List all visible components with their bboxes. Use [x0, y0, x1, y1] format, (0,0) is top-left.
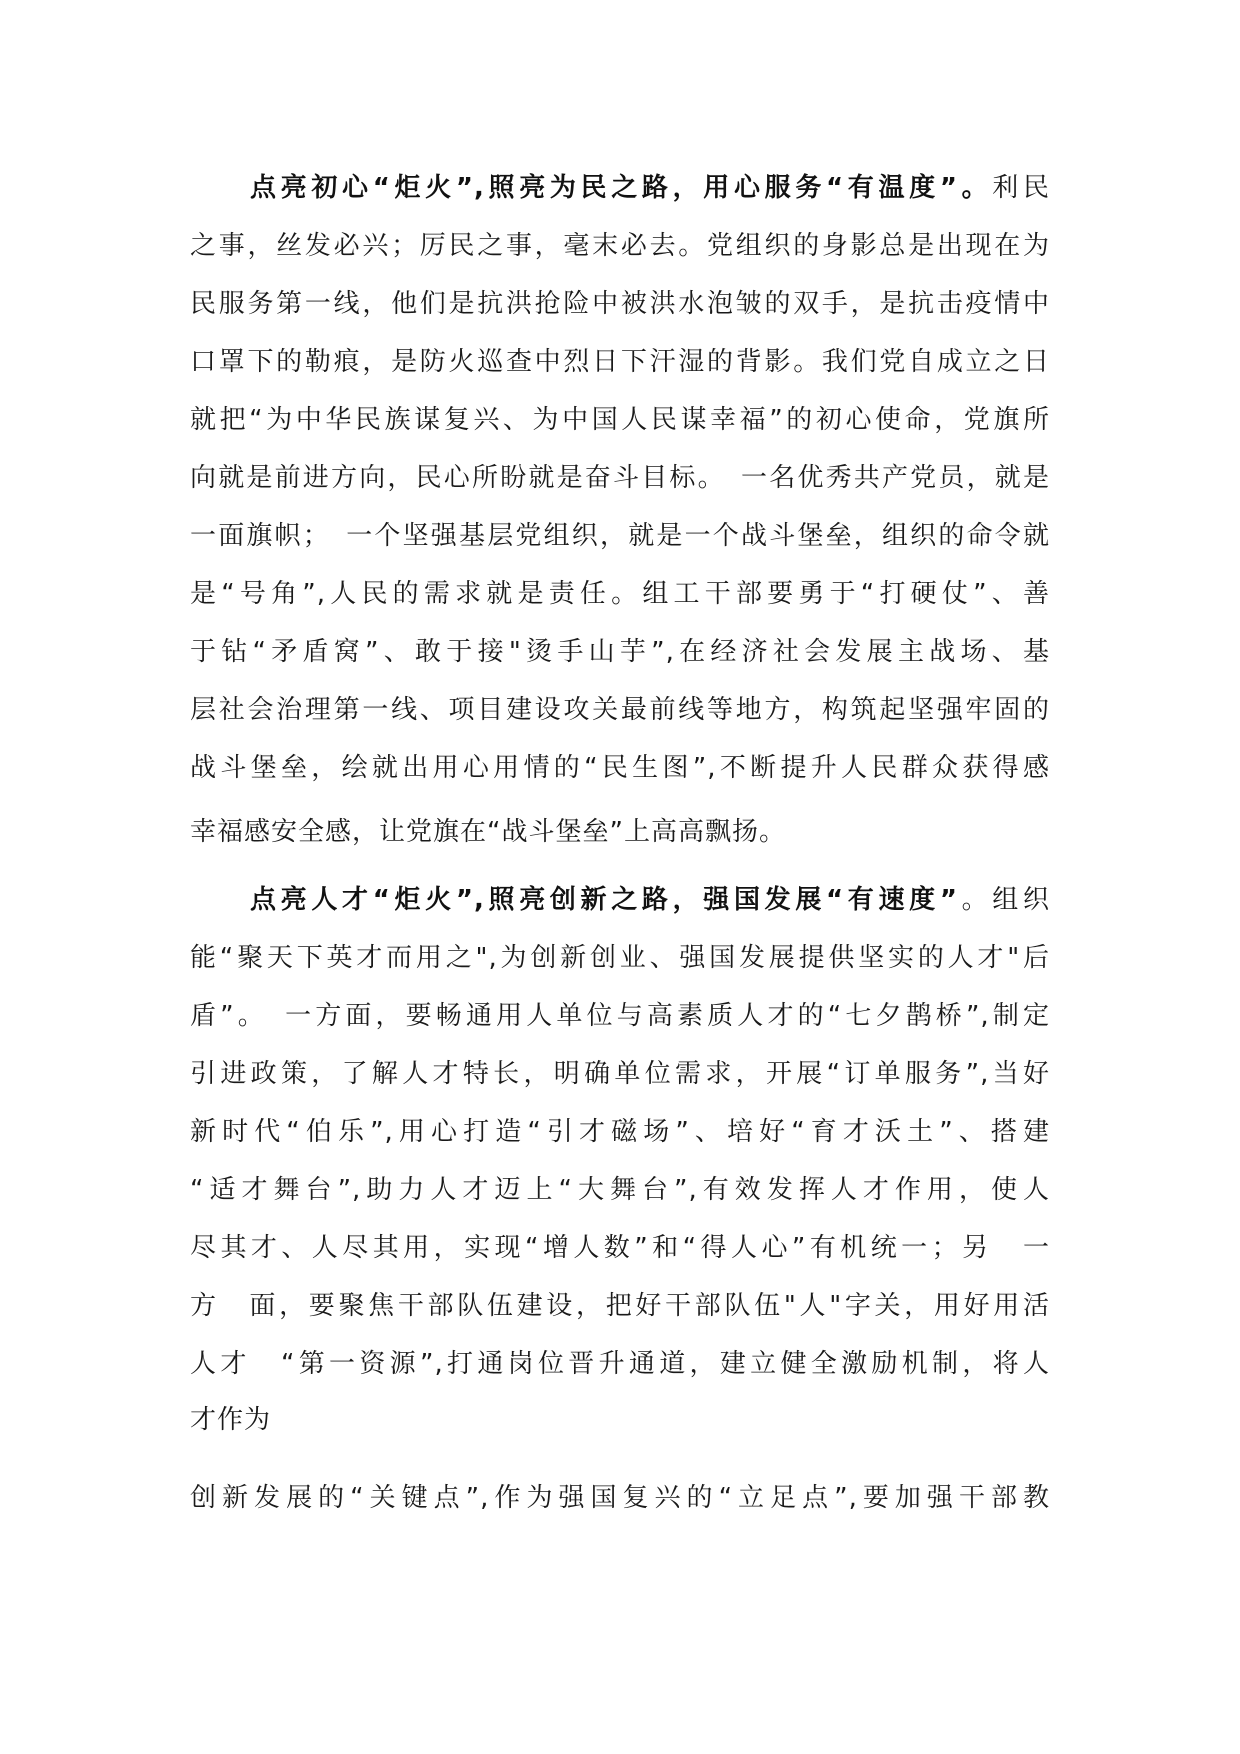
- paragraph-2-line-9: 人才 “第一资源”,打通岗位晋升通道，建立健全激励机制，将人: [190, 1349, 1050, 1379]
- paragraph-1-heading: 点亮初心“炬火”,照亮为民之路，用心服务“有温度”。: [250, 173, 993, 203]
- paragraph-1-line-8: 是“号角”,人民的需求就是责任。组工干部要勇于“打硬仗”、善: [190, 579, 1050, 609]
- paragraph-2-line-4: 引进政策，了解人才特长，明确单位需求，开展“订单服务”,当好: [190, 1059, 1050, 1089]
- paragraph-1-line-5: 就把“为中华民族谋复兴、为中国人民谋幸福”的初心使命，党旗所: [190, 405, 1050, 435]
- paragraph-1-line-2: 之事，丝发必兴；厉民之事，毫末必去。党组织的身影总是出现在为: [190, 231, 1050, 261]
- paragraph-2-line-2: 能“聚天下英才而用之",为创新创业、强国发展提供坚实的人才"后: [190, 943, 1050, 973]
- paragraph-1-line-6: 向就是前进方向，民心所盼就是奋斗目标。 一名优秀共产党员，就是: [190, 463, 1050, 493]
- paragraph-1-line-3: 民服务第一线，他们是抗洪抢险中被洪水泡皱的双手，是抗击疫情中: [190, 289, 1050, 319]
- paragraph-3-line-1: 创新发展的“关键点”,作为强国复兴的“立足点”,要加强干部教: [190, 1483, 1050, 1513]
- paragraph-2-line-5: 新时代“伯乐”,用心打造“引才磁场”、培好“育才沃土”、搭建: [190, 1117, 1050, 1147]
- paragraph-2-line-6: “适才舞台”,助力人才迈上“大舞台”,有效发挥人才作用，使人: [190, 1175, 1050, 1205]
- paragraph-2-heading: 点亮人才“炬火”,照亮创新之路，强国发展“有速度”: [250, 885, 958, 915]
- paragraph-1-line-1: [250, 168, 1050, 208]
- paragraph-1-line-1-text: 利民: [992, 173, 1050, 203]
- paragraph-2-line-1: [250, 880, 1050, 920]
- paragraph-1-line-7: 一面旗帜； 一个坚强基层党组织，就是一个战斗堡垒，组织的命令就: [190, 521, 1050, 551]
- paragraph-1-line-11: 战斗堡垒，绘就出用心用情的“民生图”,不断提升人民群众获得感: [190, 753, 1050, 783]
- paragraph-1-line-9: 于钻“矛盾窝”、敢于接"烫手山芋”,在经济社会发展主战场、基: [190, 637, 1050, 667]
- paragraph-2-line-3: 盾”。 一方面，要畅通用人单位与高素质人才的“七夕鹊桥”,制定: [190, 1001, 1050, 1031]
- paragraph-2-line-7: 尽其才、人尽其用，实现“增人数”和“得人心”有机统一；另 一: [190, 1233, 1050, 1263]
- paragraph-1-line-4: 口罩下的勒痕，是防火巡查中烈日下汗湿的背影。我们党自成立之日: [190, 347, 1050, 377]
- paragraph-1-line-12: 幸福感安全感，让党旗在“战斗堡垒”上高高飘扬。: [190, 817, 786, 847]
- paragraph-1-line-10: 层社会治理第一线、项目建设攻关最前线等地方，构筑起坚强牢固的: [190, 695, 1050, 725]
- paragraph-2-line-10: 才作为: [190, 1405, 272, 1435]
- paragraph-2-line-1-text: 。组织: [957, 885, 1050, 915]
- paragraph-2-line-8: 方 面，要聚焦干部队伍建设，把好干部队伍"人"字关，用好用活: [190, 1291, 1050, 1321]
